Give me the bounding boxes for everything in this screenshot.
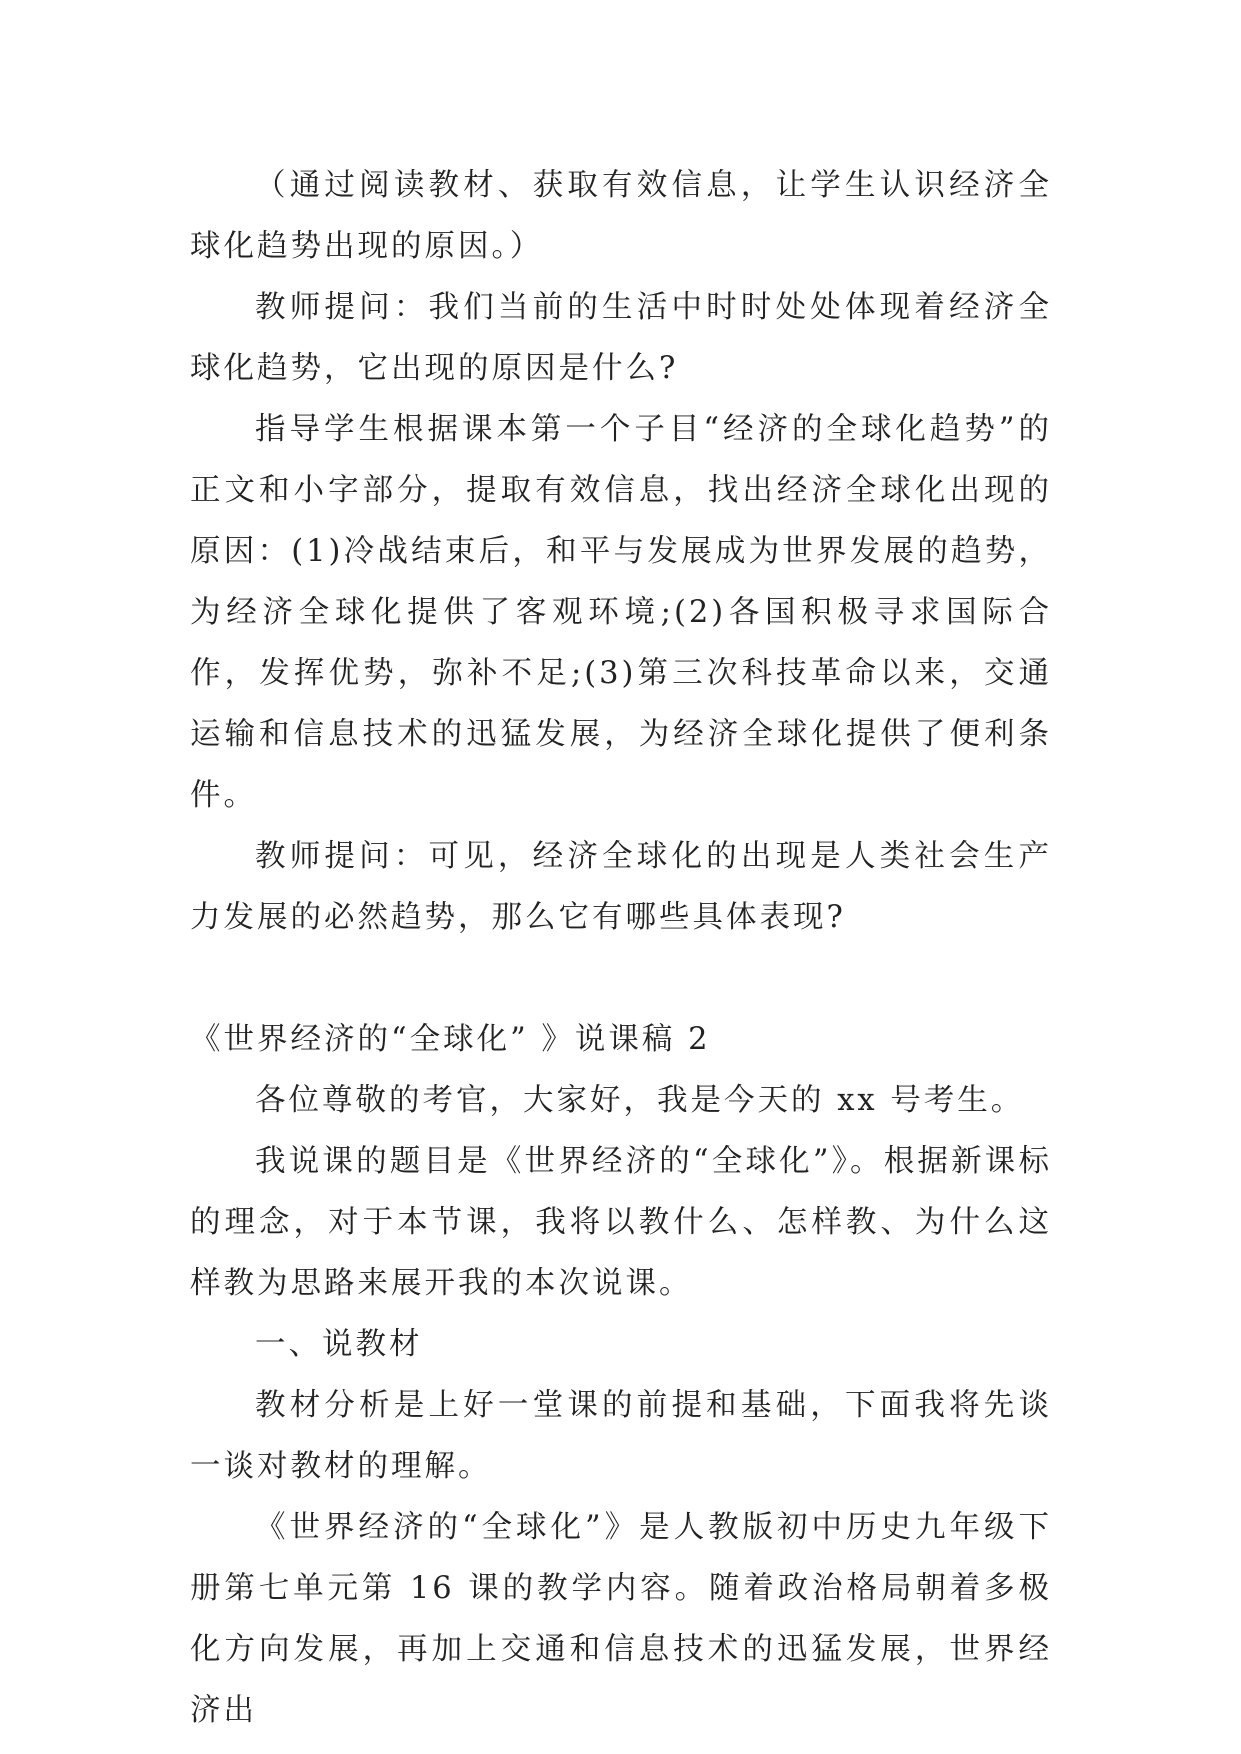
paragraph-topic: 我说课的题目是《世界经济的“全球化”》。根据新课标的理念，对于本节课，我将以教什么、怎样教、为什么这样教为思路来展开我的本次说课。: [190, 1144, 1052, 1301]
paragraph-textbook-content: 《世界经济的“全球化”》是人教版初中历史九年级下册第七单元第 16 课的教学内容。随着政治格局朝着多极化方向发展，再加上交通和信息技术的迅猛发展，世界经济出: [190, 1510, 1052, 1728]
paragraph-teacher-question-1: 教师提问：我们当前的生活中时时处处体现着经济全球化趋势，它出现的原因是什么?: [190, 290, 1052, 386]
paragraph-teacher-question-2: 教师提问：可见，经济全球化的出现是人类社会生产力发展的必然趋势，那么它有哪些具体表现?: [190, 839, 1052, 935]
section-title: 《世界经济的“全球化” 》说课稿 2: [190, 1022, 711, 1057]
paragraph-globalization-causes: 指导学生根据课本第一个子目“经济的全球化趋势”的正文和小字部分，提取有效信息，找出经济全球化出现的原因：(1)冷战结束后，和平与发展成为世界发展的趋势，为经济全球化提供了客观环境;(2)各国积极寻求国际合作，发挥优势，弥补不足;(3)第三次科技革命以来，交通运输和信息技术的迅猛发展，为经济全球化提供了便利条件。: [190, 412, 1052, 813]
paragraph-reading-note: （通过阅读教材、获取有效信息，让学生认识经济全球化趋势出现的原因。）: [190, 168, 1052, 264]
paragraph-textbook-analysis: 教材分析是上好一堂课的前提和基础，下面我将先谈一谈对教材的理解。: [190, 1388, 1052, 1484]
heading-textbook: 一、说教材: [255, 1327, 423, 1362]
document-page: [190, 155, 1052, 1741]
paragraph-greeting: 各位尊敬的考官，大家好，我是今天的 xx 号考生。: [255, 1083, 1025, 1118]
